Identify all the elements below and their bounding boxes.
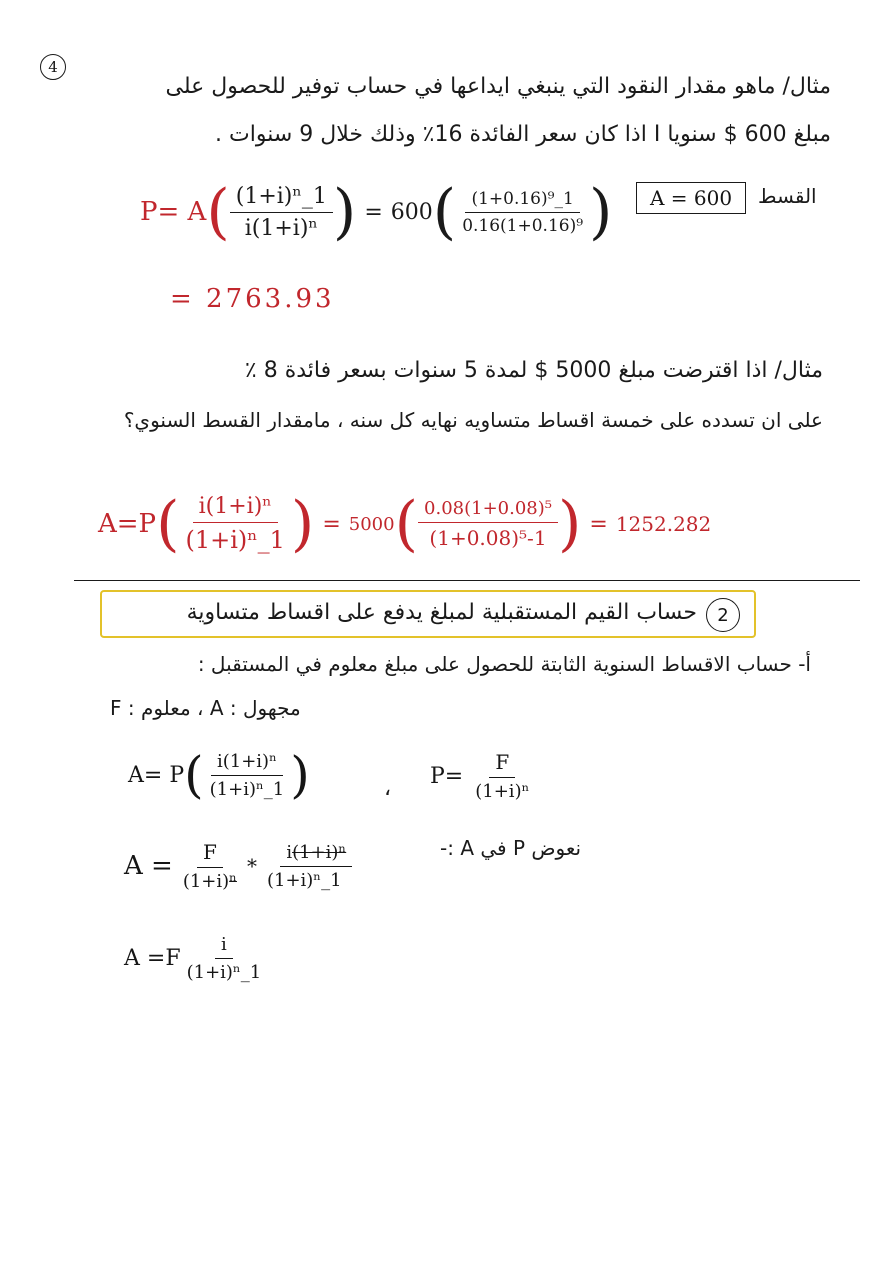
formula-a-p: A= P ( $\frac{\text{i(1+i)ⁿ}}{\text{(1+i)ⁿ\_1}}$ ): [128, 746, 310, 804]
substitute-note: نعوض P في A :-: [440, 836, 582, 860]
fraction: $\frac{F}{\text{(1+i)ⁿ}}$: [182, 840, 237, 892]
formula-substituted: A = $\frac{F}{\text{(1+i)ⁿ}}$ * $\frac{\text{i(1+i)ⁿ}}{\text{(1+i)ⁿ\_1}}$: [124, 834, 372, 898]
coefficient: 600: [390, 199, 433, 225]
example1-line2: مبلغ 600 $ سنويا I اذا كان سعر الفائدة 16٪ وذلك خلال 9 سنوات .: [215, 122, 831, 147]
formula-p-f: P= $\frac{F}{\text{(1+i)ⁿ}}$: [430, 746, 535, 806]
example2-line1: مثال/ اذا اقترضت مبلغ 5000 $ لمدة 5 سنوات بسعر فائدة 8 ٪: [244, 358, 823, 383]
formula-lhs: P= A: [140, 197, 207, 227]
formula-lhs: A=P: [98, 509, 157, 539]
fraction: $\frac{F}{\text{(1+i)ⁿ}}$: [475, 750, 530, 802]
example1-result: = 2763.93: [170, 284, 335, 314]
fraction-numeric: $\frac{\text{0.08(1+0.08)⁵}}{\text{(1+0.08)⁵-1}}$: [418, 498, 558, 550]
comma: ،: [384, 776, 392, 801]
fraction: $\frac{\text{(1+i)ⁿ\_1}}{\text{i(1+i)ⁿ}}$: [230, 184, 333, 241]
section-number: 2: [706, 598, 740, 632]
section-subtitle: أ- حساب الاقساط السنوية الثابتة للحصول على مبلغ معلوم في المستقبل :: [197, 652, 811, 676]
fraction: $\frac{i}{\text{(1+i)ⁿ\_1}}$: [186, 933, 262, 983]
coefficient: 5000: [348, 513, 395, 535]
divider: [74, 580, 860, 581]
fraction-numeric: $\frac{\text{(1+0.16)⁹\_1}}{\text{0.16(1+0.16)⁹}}$: [462, 188, 584, 236]
example2-formula: A=P ( $\frac{\text{i(1+i)ⁿ}}{\text{(1+i)ⁿ\_1}}$ ) = 5000 ( $\frac{\text{0.08(1+0.08)⁵}}{\text{(1+0.08)⁵-1}}$ ) = 1252.282: [98, 489, 712, 559]
fraction: $\frac{\text{i(1+i)ⁿ}}{\text{(1+i)ⁿ\_1}}$: [209, 750, 285, 800]
page-number: 4: [40, 54, 66, 80]
fraction: $\frac{\text{i(1+i)ⁿ}}{\text{(1+i)ⁿ\_1}}$: [261, 842, 372, 891]
example2-line2: على ان تسدده على خمسة اقساط متساويه نهايه كل سنه ، مامقدار القسط السنوي؟: [123, 408, 823, 432]
section-title: حساب القيم المستقبلية لمبلغ يدفع على اقساط متساوية: [186, 600, 697, 625]
installment-label: القسط: [758, 184, 817, 208]
example1-formula: P= A ( $\frac{\text{(1+i)ⁿ\_1}}{\text{i(1+i)ⁿ}}$ ) = 600 ( $\frac{\text{(1+0.16)⁹\_1}}{\text{0.16(1+0.16)⁹}}$ ): [140, 177, 613, 247]
installment-box: A = 600: [636, 182, 746, 214]
formula-final: A =F $\frac{i}{\text{(1+i)ⁿ\_1}}$: [124, 926, 267, 990]
fraction: $\frac{\text{i(1+i)ⁿ}}{\text{(1+i)ⁿ\_1}}$: [185, 494, 285, 554]
example2-result: 1252.282: [615, 512, 712, 536]
knowns-line: مجهول : A ، معلوم : F: [110, 696, 301, 720]
example1-line1: مثال/ ماهو مقدار النقود التي ينبغي ايداعها في حساب توفير للحصول على: [165, 74, 831, 99]
